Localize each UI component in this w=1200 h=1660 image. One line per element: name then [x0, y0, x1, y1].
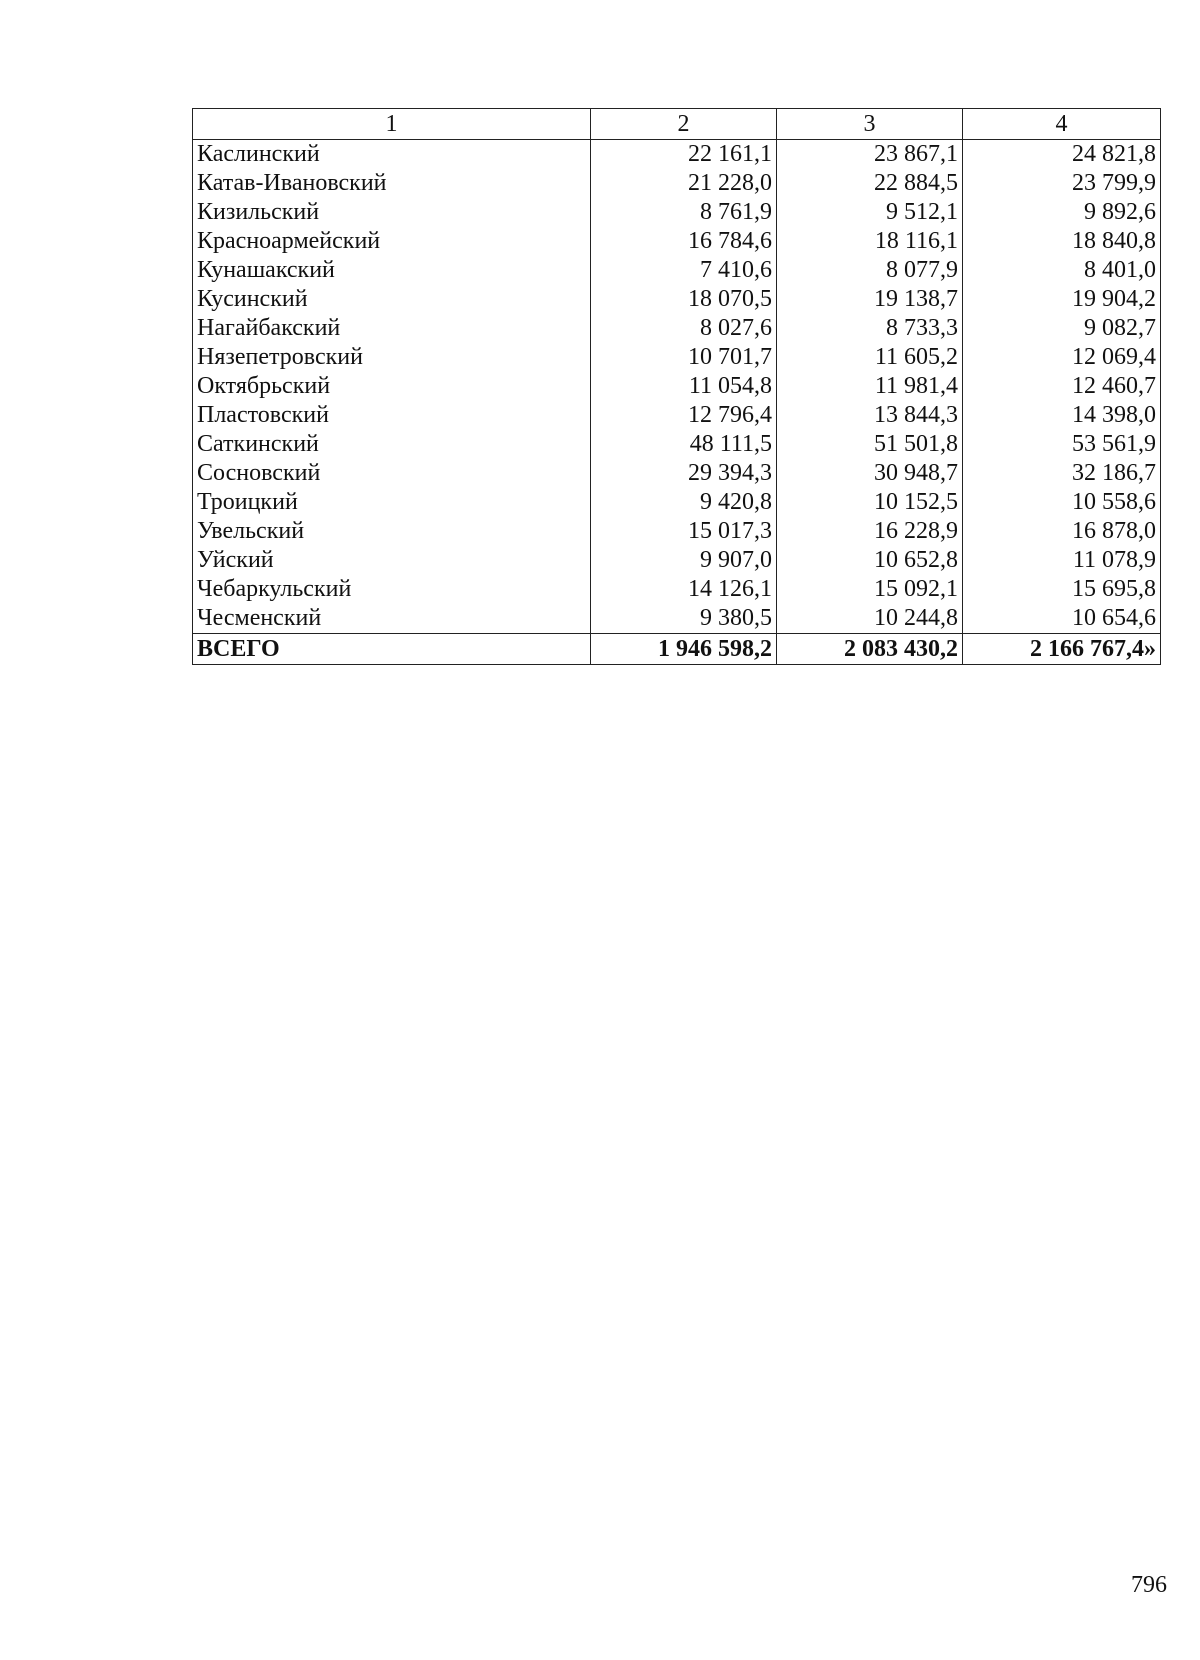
value-cell-col-2: 22 161,1 — [591, 140, 777, 170]
table-row — [193, 227, 1161, 256]
page-number: 796 — [1131, 1572, 1167, 1598]
value-cell-col-4: 32 186,7 — [963, 459, 1161, 488]
value-cell-col-2: 12 796,4 — [591, 401, 777, 430]
value-cell-col-3: 22 884,5 — [777, 169, 963, 198]
table-row — [193, 256, 1161, 285]
table-row — [193, 430, 1161, 459]
value-cell-col-2: 10 701,7 — [591, 343, 777, 372]
value-cell-col-2: 29 394,3 — [591, 459, 777, 488]
value-cell-col-2: 16 784,6 — [591, 227, 777, 256]
total-value-col-2: 1 946 598,2 — [591, 634, 777, 665]
district-name: Кусинский — [193, 285, 591, 314]
district-name: Уйский — [193, 546, 591, 575]
district-name: Октябрьский — [193, 372, 591, 401]
value-cell-col-2: 8 027,6 — [591, 314, 777, 343]
table-row — [193, 140, 1161, 170]
value-cell-col-3: 13 844,3 — [777, 401, 963, 430]
value-cell-col-3: 16 228,9 — [777, 517, 963, 546]
header-row — [193, 109, 1161, 140]
column-header-2: 2 — [591, 109, 777, 140]
data-table — [192, 108, 1161, 665]
total-row — [193, 634, 1161, 665]
district-name: Пластовский — [193, 401, 591, 430]
table-row — [193, 488, 1161, 517]
value-cell-col-4: 24 821,8 — [963, 140, 1161, 170]
value-cell-col-2: 14 126,1 — [591, 575, 777, 604]
value-cell-col-4: 10 558,6 — [963, 488, 1161, 517]
table-row — [193, 459, 1161, 488]
value-cell-col-4: 23 799,9 — [963, 169, 1161, 198]
table-row — [193, 546, 1161, 575]
value-cell-col-4: 8 401,0 — [963, 256, 1161, 285]
value-cell-col-3: 23 867,1 — [777, 140, 963, 170]
value-cell-col-3: 15 092,1 — [777, 575, 963, 604]
total-value-col-3: 2 083 430,2 — [777, 634, 963, 665]
district-name: Чесменский — [193, 604, 591, 634]
district-name: Нязепетровский — [193, 343, 591, 372]
value-cell-col-4: 18 840,8 — [963, 227, 1161, 256]
table-body — [193, 140, 1161, 665]
district-name: Саткинский — [193, 430, 591, 459]
value-cell-col-4: 11 078,9 — [963, 546, 1161, 575]
value-cell-col-2: 7 410,6 — [591, 256, 777, 285]
column-header-4: 4 — [963, 109, 1161, 140]
column-header-1: 1 — [193, 109, 591, 140]
value-cell-col-4: 16 878,0 — [963, 517, 1161, 546]
value-cell-col-4: 10 654,6 — [963, 604, 1161, 634]
value-cell-col-3: 18 116,1 — [777, 227, 963, 256]
table-row — [193, 343, 1161, 372]
district-name: Каслинский — [193, 140, 591, 170]
district-name: Катав-Ивановский — [193, 169, 591, 198]
value-cell-col-3: 51 501,8 — [777, 430, 963, 459]
value-cell-col-4: 53 561,9 — [963, 430, 1161, 459]
value-cell-col-3: 11 981,4 — [777, 372, 963, 401]
table-row — [193, 198, 1161, 227]
value-cell-col-3: 11 605,2 — [777, 343, 963, 372]
table-row — [193, 517, 1161, 546]
table-row — [193, 372, 1161, 401]
district-name: Сосновский — [193, 459, 591, 488]
value-cell-col-3: 10 152,5 — [777, 488, 963, 517]
value-cell-col-2: 11 054,8 — [591, 372, 777, 401]
table-row — [193, 169, 1161, 198]
district-name: Кунашакский — [193, 256, 591, 285]
value-cell-col-2: 9 907,0 — [591, 546, 777, 575]
table-row — [193, 604, 1161, 634]
value-cell-col-4: 15 695,8 — [963, 575, 1161, 604]
value-cell-col-4: 12 069,4 — [963, 343, 1161, 372]
table-row — [193, 575, 1161, 604]
value-cell-col-3: 10 244,8 — [777, 604, 963, 634]
value-cell-col-4: 19 904,2 — [963, 285, 1161, 314]
district-name: Красноармейский — [193, 227, 591, 256]
value-cell-col-3: 9 512,1 — [777, 198, 963, 227]
table-row — [193, 401, 1161, 430]
value-cell-col-3: 19 138,7 — [777, 285, 963, 314]
value-cell-col-2: 48 111,5 — [591, 430, 777, 459]
value-cell-col-4: 9 892,6 — [963, 198, 1161, 227]
district-name: Нагайбакский — [193, 314, 591, 343]
value-cell-col-2: 21 228,0 — [591, 169, 777, 198]
district-name: Кизильский — [193, 198, 591, 227]
table-row — [193, 285, 1161, 314]
table-header — [193, 109, 1161, 140]
value-cell-col-2: 9 420,8 — [591, 488, 777, 517]
value-cell-col-4: 12 460,7 — [963, 372, 1161, 401]
value-cell-col-3: 8 077,9 — [777, 256, 963, 285]
value-cell-col-3: 10 652,8 — [777, 546, 963, 575]
district-name: Троицкий — [193, 488, 591, 517]
total-value-col-4: 2 166 767,4» — [963, 634, 1161, 665]
value-cell-col-2: 18 070,5 — [591, 285, 777, 314]
value-cell-col-3: 30 948,7 — [777, 459, 963, 488]
table-row — [193, 314, 1161, 343]
value-cell-col-3: 8 733,3 — [777, 314, 963, 343]
value-cell-col-2: 8 761,9 — [591, 198, 777, 227]
district-name: Чебаркульский — [193, 575, 591, 604]
total-label: ВСЕГО — [193, 634, 591, 665]
value-cell-col-2: 9 380,5 — [591, 604, 777, 634]
value-cell-col-2: 15 017,3 — [591, 517, 777, 546]
value-cell-col-4: 9 082,7 — [963, 314, 1161, 343]
district-name: Увельский — [193, 517, 591, 546]
column-header-3: 3 — [777, 109, 963, 140]
value-cell-col-4: 14 398,0 — [963, 401, 1161, 430]
